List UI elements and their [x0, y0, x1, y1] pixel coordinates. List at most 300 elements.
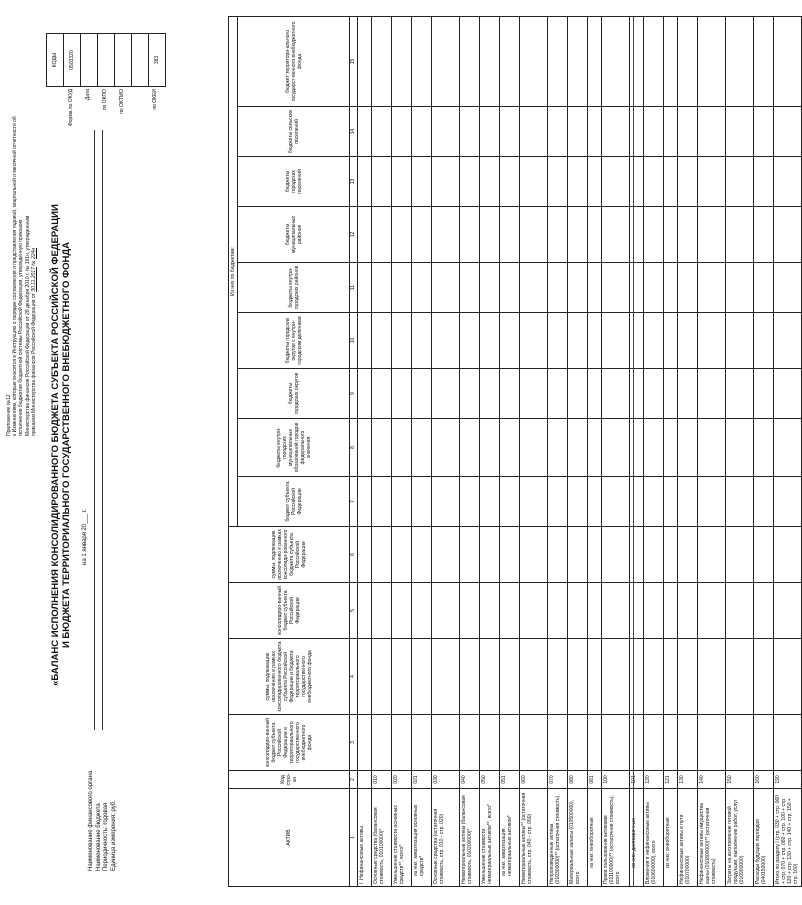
value-cell[interactable]	[664, 527, 678, 583]
value-cell[interactable]	[520, 527, 548, 583]
value-cell[interactable]	[358, 263, 372, 313]
row-label: из них: амортизация основных средств*	[412, 789, 432, 887]
value-cell[interactable]	[500, 263, 520, 313]
value-cell[interactable]	[588, 419, 602, 477]
value-cell[interactable]	[698, 207, 726, 263]
value-cell[interactable]	[588, 639, 602, 715]
codes-heading: КОДЫ	[47, 34, 64, 86]
value-cell[interactable]	[754, 715, 774, 771]
value-cell[interactable]	[678, 639, 698, 715]
value-cell[interactable]	[412, 263, 432, 313]
value-cell[interactable]	[520, 639, 548, 715]
value-cell[interactable]	[630, 583, 644, 639]
value-cell[interactable]	[412, 16, 432, 106]
value-cell[interactable]	[548, 313, 568, 369]
value-cell[interactable]	[630, 16, 644, 106]
code-label: Форма по ОКУД	[68, 89, 75, 127]
page-bottom-rule	[633, 17, 634, 887]
value-cell[interactable]	[602, 16, 630, 106]
okei-code[interactable]: 383	[154, 55, 160, 65]
value-cell[interactable]	[500, 583, 520, 639]
value-cell[interactable]	[520, 313, 548, 369]
value-cell[interactable]	[664, 16, 678, 106]
value-cell[interactable]	[392, 313, 412, 369]
value-cell[interactable]	[644, 527, 664, 583]
value-cell[interactable]	[412, 639, 432, 715]
value-cell[interactable]	[520, 207, 548, 263]
value-cell[interactable]	[774, 639, 802, 715]
value-cell[interactable]	[664, 157, 678, 207]
value-cell[interactable]	[568, 477, 588, 527]
table-row	[568, 16, 588, 886]
value-cell[interactable]	[500, 419, 520, 477]
value-cell[interactable]	[588, 107, 602, 157]
value-cell[interactable]	[432, 527, 460, 583]
value-cell[interactable]	[372, 477, 392, 527]
value-cell[interactable]	[358, 207, 372, 263]
value-cell[interactable]	[358, 583, 372, 639]
value-cell[interactable]	[372, 639, 392, 715]
value-cell[interactable]	[602, 639, 630, 715]
value-cell[interactable]	[480, 207, 500, 263]
value-cell[interactable]	[664, 419, 678, 477]
value-cell[interactable]	[630, 313, 644, 369]
value-cell[interactable]	[432, 477, 460, 527]
value-cell[interactable]	[754, 369, 774, 419]
value-cell[interactable]	[726, 583, 754, 639]
value-cell[interactable]	[698, 583, 726, 639]
value-cell[interactable]	[568, 369, 588, 419]
column-number: 13	[350, 157, 358, 207]
oktmo-code[interactable]	[115, 34, 132, 86]
value-cell[interactable]	[678, 263, 698, 313]
value-cell[interactable]	[548, 157, 568, 207]
value-cell[interactable]	[392, 419, 412, 477]
value-cell[interactable]	[630, 157, 644, 207]
value-cell[interactable]	[480, 313, 500, 369]
value-cell[interactable]	[412, 107, 432, 157]
value-cell[interactable]	[480, 477, 500, 527]
value-cell[interactable]	[630, 527, 644, 583]
value-cell[interactable]	[480, 263, 500, 313]
value-cell[interactable]	[588, 583, 602, 639]
value-cell[interactable]	[754, 419, 774, 477]
value-cell[interactable]	[460, 583, 480, 639]
value-cell[interactable]	[754, 313, 774, 369]
value-cell[interactable]	[602, 477, 630, 527]
value-cell[interactable]	[568, 583, 588, 639]
value-cell[interactable]	[412, 157, 432, 207]
value-cell[interactable]	[588, 313, 602, 369]
value-cell[interactable]	[372, 715, 392, 771]
value-cell[interactable]	[588, 527, 602, 583]
value-cell[interactable]	[372, 16, 392, 106]
value-cell[interactable]	[460, 639, 480, 715]
value-cell[interactable]	[460, 263, 480, 313]
value-cell[interactable]	[392, 157, 412, 207]
value-cell[interactable]	[480, 157, 500, 207]
value-cell[interactable]	[460, 207, 480, 263]
value-cell[interactable]	[774, 527, 802, 583]
value-cell[interactable]	[664, 207, 678, 263]
value-cell[interactable]	[754, 157, 774, 207]
value-cell[interactable]	[602, 107, 630, 157]
value-cell[interactable]	[372, 107, 392, 157]
value-cell[interactable]	[568, 419, 588, 477]
value-cell[interactable]	[358, 107, 372, 157]
value-cell[interactable]	[500, 639, 520, 715]
row-label: Вложения в нефинансовые активы (010600000), всего	[644, 789, 664, 887]
value-cell[interactable]	[774, 157, 802, 207]
value-cell[interactable]	[588, 715, 602, 771]
value-cell[interactable]	[644, 107, 664, 157]
value-cell[interactable]	[358, 16, 372, 106]
value-cell[interactable]	[392, 715, 412, 771]
value-cell[interactable]	[460, 157, 480, 207]
value-cell[interactable]	[726, 369, 754, 419]
value-cell[interactable]	[774, 16, 802, 106]
value-cell[interactable]	[698, 477, 726, 527]
value-cell[interactable]	[432, 313, 460, 369]
value-cell[interactable]	[480, 369, 500, 419]
value-cell[interactable]	[548, 639, 568, 715]
value-cell[interactable]	[568, 263, 588, 313]
value-cell[interactable]	[372, 369, 392, 419]
value-cell[interactable]	[602, 369, 630, 419]
value-cell[interactable]	[548, 527, 568, 583]
value-cell[interactable]	[774, 313, 802, 369]
value-cell[interactable]	[372, 207, 392, 263]
value-cell[interactable]	[548, 207, 568, 263]
value-cell[interactable]	[774, 419, 802, 477]
value-cell[interactable]	[774, 477, 802, 527]
value-cell[interactable]	[754, 263, 774, 313]
value-cell[interactable]	[520, 157, 548, 207]
value-cell[interactable]	[480, 583, 500, 639]
value-cell[interactable]	[664, 107, 678, 157]
value-cell[interactable]	[630, 715, 644, 771]
value-cell[interactable]	[432, 639, 460, 715]
value-cell[interactable]	[630, 419, 644, 477]
value-cell[interactable]	[500, 207, 520, 263]
value-cell[interactable]	[774, 107, 802, 157]
value-cell[interactable]	[520, 715, 548, 771]
value-cell[interactable]	[698, 715, 726, 771]
value-cell[interactable]	[678, 527, 698, 583]
value-cell[interactable]	[480, 419, 500, 477]
value-cell[interactable]	[644, 419, 664, 477]
value-cell[interactable]	[548, 583, 568, 639]
value-cell[interactable]	[588, 369, 602, 419]
value-cell[interactable]	[698, 369, 726, 419]
value-cell[interactable]	[774, 369, 802, 419]
value-cell[interactable]	[520, 419, 548, 477]
value-cell[interactable]	[412, 369, 432, 419]
value-cell[interactable]	[432, 419, 460, 477]
value-cell[interactable]	[774, 583, 802, 639]
value-cell[interactable]	[358, 639, 372, 715]
value-cell[interactable]	[754, 639, 774, 715]
value-cell[interactable]	[372, 157, 392, 207]
value-cell[interactable]	[568, 157, 588, 207]
value-cell[interactable]	[588, 207, 602, 263]
value-cell[interactable]	[774, 715, 802, 771]
value-cell[interactable]	[500, 715, 520, 771]
value-cell[interactable]	[754, 527, 774, 583]
row-label: из них: внеоборотные	[664, 789, 678, 887]
value-cell[interactable]	[698, 107, 726, 157]
value-cell[interactable]	[520, 107, 548, 157]
date-code[interactable]	[81, 34, 98, 86]
value-cell[interactable]	[664, 477, 678, 527]
value-cell[interactable]	[568, 313, 588, 369]
value-cell[interactable]	[630, 207, 644, 263]
value-cell[interactable]	[480, 639, 500, 715]
value-cell[interactable]	[372, 419, 392, 477]
value-cell[interactable]	[664, 369, 678, 419]
value-cell[interactable]	[548, 16, 568, 106]
value-cell[interactable]	[698, 419, 726, 477]
value-cell[interactable]	[774, 207, 802, 263]
value-cell[interactable]	[698, 157, 726, 207]
value-cell[interactable]	[588, 157, 602, 207]
column-number: 6	[350, 527, 358, 583]
value-cell[interactable]	[372, 313, 392, 369]
value-cell[interactable]	[644, 583, 664, 639]
value-cell[interactable]	[392, 583, 412, 639]
value-cell[interactable]	[520, 583, 548, 639]
value-cell[interactable]	[678, 369, 698, 419]
value-cell[interactable]	[698, 639, 726, 715]
budget-name-field[interactable]	[102, 130, 103, 730]
value-cell[interactable]	[678, 157, 698, 207]
value-cell[interactable]	[754, 207, 774, 263]
report-date-line: на 1 января 20___ г.	[82, 508, 88, 565]
value-cell[interactable]	[678, 583, 698, 639]
value-cell[interactable]	[602, 583, 630, 639]
value-cell[interactable]	[754, 16, 774, 106]
value-cell[interactable]	[588, 477, 602, 527]
value-cell[interactable]	[372, 583, 392, 639]
value-cell[interactable]	[588, 263, 602, 313]
value-cell[interactable]	[568, 107, 588, 157]
value-cell[interactable]	[460, 16, 480, 106]
value-cell[interactable]	[726, 263, 754, 313]
row-code: 050	[480, 771, 500, 789]
value-cell[interactable]	[698, 263, 726, 313]
value-cell[interactable]	[358, 715, 372, 771]
value-cell[interactable]	[500, 369, 520, 419]
value-cell[interactable]	[460, 107, 480, 157]
value-cell[interactable]	[588, 16, 602, 106]
value-cell[interactable]	[568, 207, 588, 263]
okud-code[interactable]: 0503320	[64, 34, 81, 86]
value-cell[interactable]	[520, 263, 548, 313]
value-cell[interactable]	[568, 16, 588, 106]
value-cell[interactable]	[644, 639, 664, 715]
row-code: 140	[698, 771, 726, 789]
value-cell[interactable]	[664, 263, 678, 313]
value-cell[interactable]	[726, 639, 754, 715]
value-cell[interactable]	[678, 207, 698, 263]
row-code: 121	[664, 771, 678, 789]
value-cell[interactable]	[358, 369, 372, 419]
value-cell[interactable]	[644, 263, 664, 313]
value-cell[interactable]	[460, 477, 480, 527]
code-label	[46, 89, 63, 165]
value-cell[interactable]	[754, 583, 774, 639]
value-cell[interactable]	[602, 263, 630, 313]
okpo-code[interactable]	[98, 34, 115, 86]
value-cell[interactable]	[726, 527, 754, 583]
value-cell[interactable]	[432, 583, 460, 639]
value-cell[interactable]	[568, 639, 588, 715]
value-cell[interactable]	[726, 715, 754, 771]
value-cell[interactable]	[678, 16, 698, 106]
value-cell[interactable]	[548, 477, 568, 527]
finance-body-field[interactable]	[94, 130, 95, 730]
value-cell[interactable]	[392, 527, 412, 583]
value-cell[interactable]	[548, 715, 568, 771]
extra-code[interactable]	[132, 34, 149, 86]
value-cell[interactable]	[664, 639, 678, 715]
value-cell[interactable]	[664, 583, 678, 639]
value-cell[interactable]	[726, 477, 754, 527]
value-cell[interactable]	[480, 16, 500, 106]
value-cell[interactable]	[392, 263, 412, 313]
value-cell[interactable]	[726, 16, 754, 106]
table-row	[774, 16, 802, 886]
value-cell[interactable]	[774, 263, 802, 313]
value-cell[interactable]	[726, 419, 754, 477]
value-cell[interactable]	[644, 313, 664, 369]
value-cell[interactable]	[630, 369, 644, 419]
row-label: Права пользования активами (011100000)** (остаточная стоимость), всего	[602, 789, 630, 887]
value-cell[interactable]	[664, 313, 678, 369]
value-cell[interactable]	[480, 527, 500, 583]
value-cell[interactable]	[500, 477, 520, 527]
row-label: Итого по разделу I (стр. 030 + стр. 060 + стр. 070 + стр. 080 + стр. 100 + стр. 120 + стр. 130 + стр. 140 + стр. 150 + стр. 160)	[774, 789, 802, 887]
value-cell[interactable]	[432, 369, 460, 419]
value-cell[interactable]	[412, 313, 432, 369]
value-cell[interactable]	[432, 715, 460, 771]
value-cell[interactable]	[644, 207, 664, 263]
value-cell[interactable]	[630, 477, 644, 527]
value-cell[interactable]	[412, 477, 432, 527]
value-cell[interactable]	[432, 16, 460, 106]
value-cell[interactable]	[520, 16, 548, 106]
value-cell[interactable]	[726, 107, 754, 157]
value-cell[interactable]	[602, 207, 630, 263]
value-cell[interactable]	[392, 16, 412, 106]
value-cell[interactable]	[698, 16, 726, 106]
value-cell[interactable]	[392, 639, 412, 715]
value-cell[interactable]	[500, 527, 520, 583]
value-cell[interactable]	[726, 313, 754, 369]
value-cell[interactable]	[678, 419, 698, 477]
value-cell[interactable]	[500, 157, 520, 207]
value-cell[interactable]	[412, 583, 432, 639]
value-cell[interactable]	[698, 527, 726, 583]
value-cell[interactable]	[500, 313, 520, 369]
value-cell[interactable]	[602, 313, 630, 369]
value-cell[interactable]	[548, 369, 568, 419]
value-cell[interactable]	[358, 527, 372, 583]
codes-labels	[46, 89, 164, 165]
value-cell[interactable]	[520, 369, 548, 419]
value-cell[interactable]	[460, 715, 480, 771]
value-cell[interactable]	[678, 715, 698, 771]
value-cell[interactable]	[460, 419, 480, 477]
value-cell[interactable]	[726, 157, 754, 207]
value-cell[interactable]	[432, 107, 460, 157]
value-cell[interactable]	[460, 369, 480, 419]
value-cell[interactable]	[630, 639, 644, 715]
value-cell[interactable]	[754, 107, 774, 157]
value-cell[interactable]	[568, 715, 588, 771]
value-cell[interactable]	[568, 527, 588, 583]
value-cell[interactable]	[602, 157, 630, 207]
value-cell[interactable]	[602, 715, 630, 771]
value-cell[interactable]	[358, 157, 372, 207]
value-cell[interactable]	[412, 527, 432, 583]
value-cell[interactable]	[644, 715, 664, 771]
value-cell[interactable]	[392, 477, 412, 527]
value-cell[interactable]	[432, 157, 460, 207]
value-cell[interactable]	[392, 207, 412, 263]
row-code: 040	[460, 771, 480, 789]
value-cell[interactable]	[602, 419, 630, 477]
value-cell[interactable]	[630, 107, 644, 157]
value-cell[interactable]	[630, 263, 644, 313]
value-cell[interactable]	[392, 107, 412, 157]
value-cell[interactable]	[500, 107, 520, 157]
value-cell[interactable]	[754, 477, 774, 527]
value-cell[interactable]	[412, 419, 432, 477]
value-cell[interactable]	[644, 477, 664, 527]
value-cell[interactable]	[480, 107, 500, 157]
value-cell[interactable]	[520, 477, 548, 527]
value-cell[interactable]	[372, 527, 392, 583]
value-cell[interactable]	[548, 419, 568, 477]
value-cell[interactable]	[726, 207, 754, 263]
value-cell[interactable]	[644, 369, 664, 419]
value-cell[interactable]	[678, 313, 698, 369]
value-cell[interactable]	[412, 715, 432, 771]
value-cell[interactable]	[548, 107, 568, 157]
value-cell[interactable]	[500, 16, 520, 106]
value-cell[interactable]	[678, 477, 698, 527]
value-cell[interactable]	[358, 419, 372, 477]
value-cell[interactable]	[460, 313, 480, 369]
value-cell[interactable]	[644, 16, 664, 106]
value-cell[interactable]	[358, 313, 372, 369]
value-cell[interactable]	[698, 313, 726, 369]
value-cell[interactable]	[432, 207, 460, 263]
value-cell[interactable]	[644, 157, 664, 207]
value-cell[interactable]	[358, 477, 372, 527]
value-cell[interactable]	[548, 263, 568, 313]
value-cell[interactable]	[678, 107, 698, 157]
value-cell[interactable]	[480, 715, 500, 771]
value-cell[interactable]	[372, 263, 392, 313]
value-cell[interactable]	[432, 263, 460, 313]
value-cell[interactable]	[392, 369, 412, 419]
value-cell[interactable]	[412, 207, 432, 263]
value-cell[interactable]	[664, 715, 678, 771]
value-cell[interactable]	[602, 527, 630, 583]
value-cell[interactable]	[460, 527, 480, 583]
